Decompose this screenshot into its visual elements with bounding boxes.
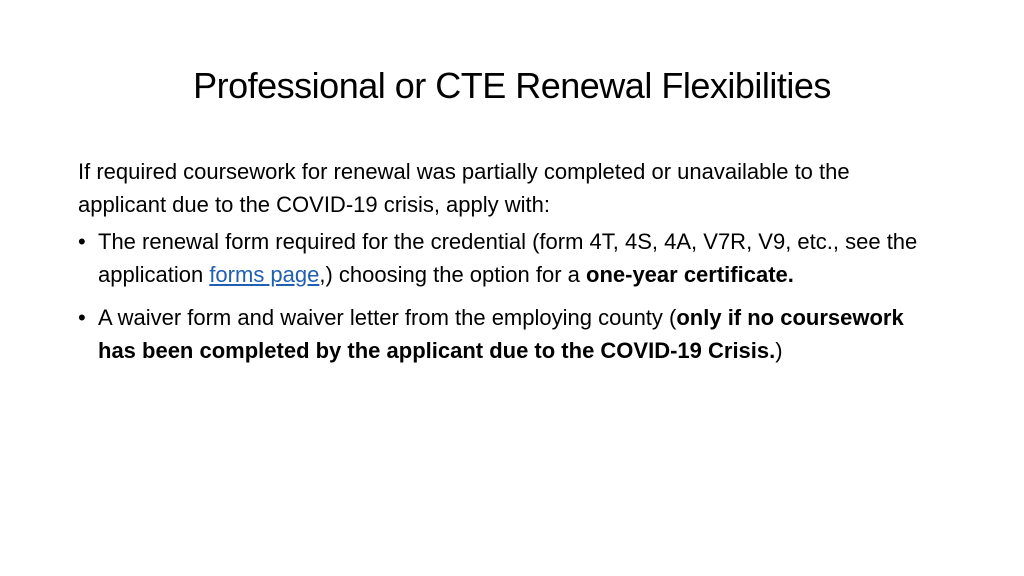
bullet1-bold-text: one-year certificate.: [586, 262, 794, 287]
bullet-list: [78, 225, 928, 367]
bullet2-bold-text: only if no coursework has been completed by the applicant due to the COVID-19 Crisis.: [98, 305, 904, 363]
bullet2-text-after-bold: ): [775, 338, 783, 363]
bullet1-text-after-link: ,) choosing the option for a: [319, 262, 586, 287]
bullet-dot-icon: •: [78, 229, 86, 254]
bullet2-text-before-bold: A waiver form and waiver letter from the employing county (: [98, 305, 677, 330]
forms-page-link[interactable]: forms page: [209, 262, 320, 287]
slide-content: [78, 155, 928, 377]
intro-paragraph: If required coursework for renewal was partially completed or unavailable to the applicant due to the COVID-19 crisis, apply with:: [78, 159, 850, 217]
bullet-item-renewal-form: [78, 225, 928, 291]
bullet1-text-before-link: The renewal form required for the credential (form 4T, 4S, 4A, V7R, V9, etc., see the application: [98, 229, 918, 287]
bullet-dot-icon: •: [78, 305, 86, 330]
bullet-item-waiver-form: [78, 301, 928, 367]
slide-title: Professional or CTE Renewal Flexibilities: [193, 65, 831, 106]
